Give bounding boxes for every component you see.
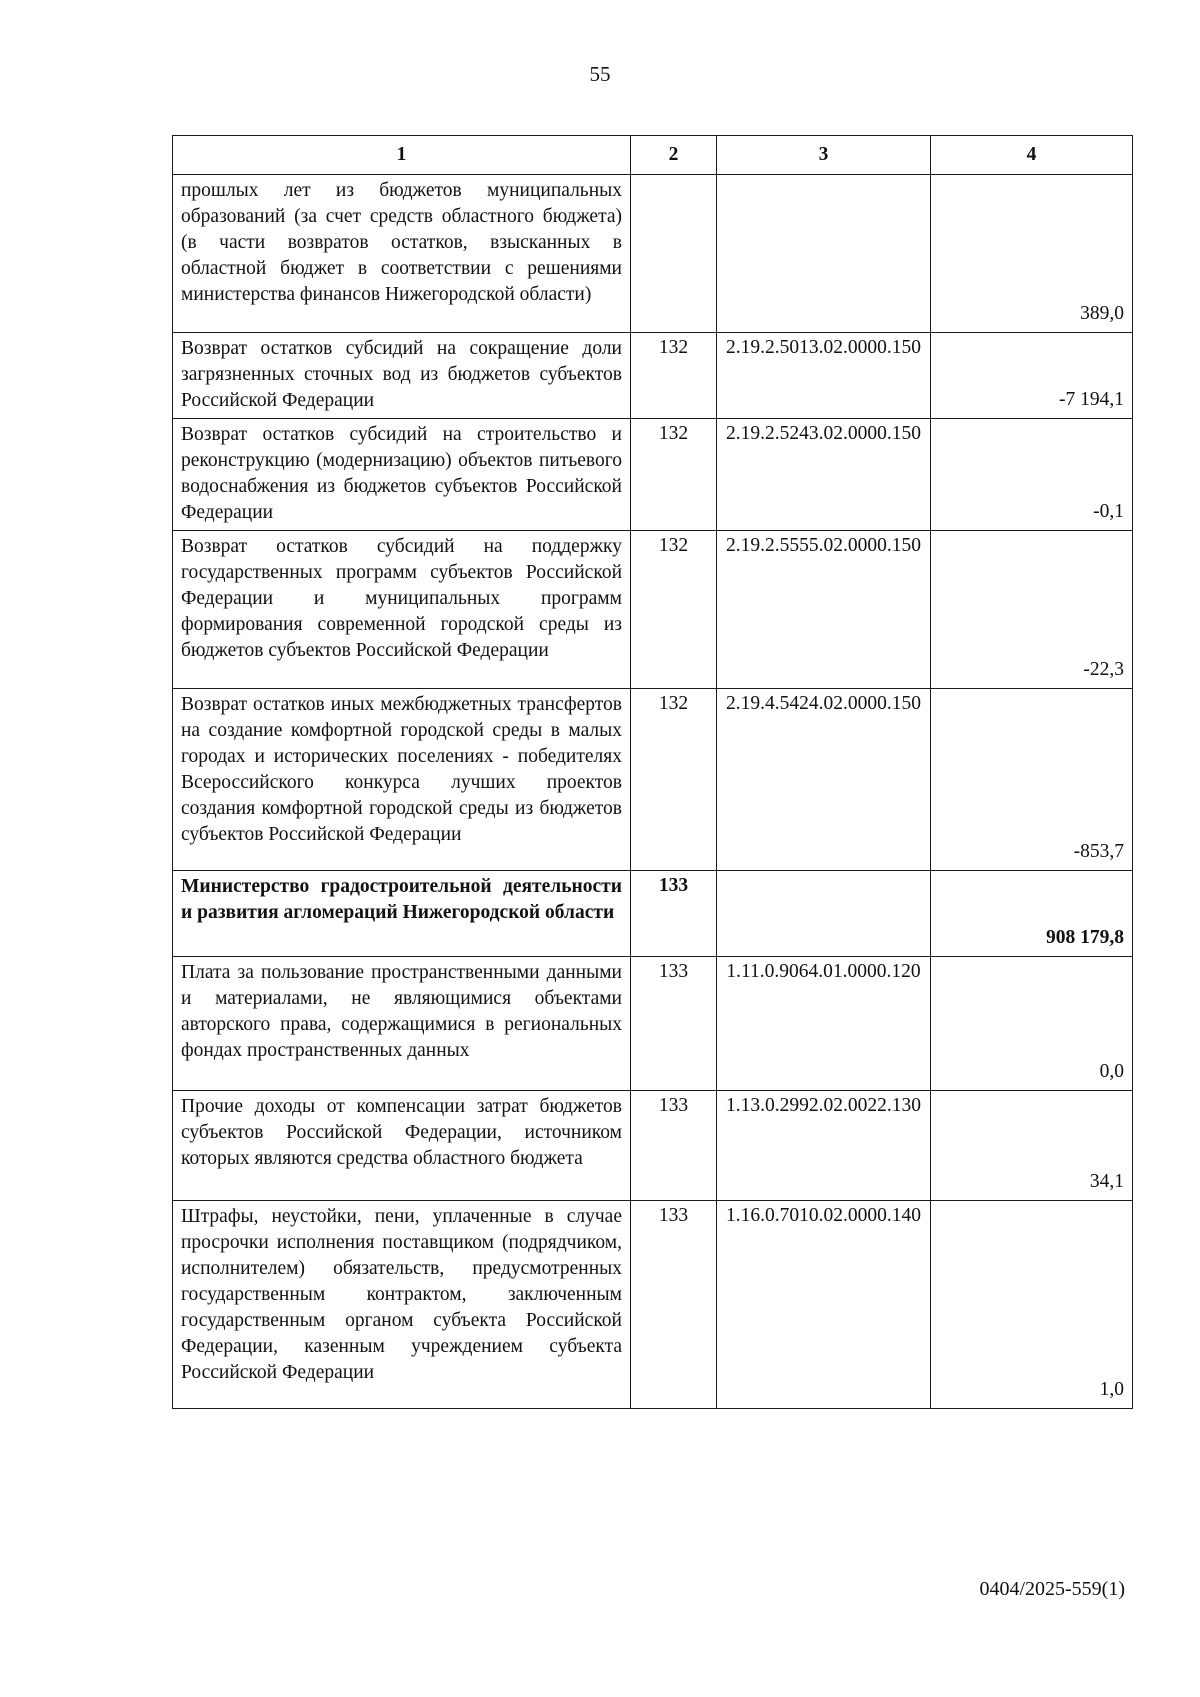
row-admin-code: 132 bbox=[631, 419, 717, 531]
row-kbk-code bbox=[717, 175, 931, 333]
row-kbk-code: 1.16.0.7010.02.0000.140 bbox=[717, 1201, 931, 1409]
row-description: Прочие доходы от компенсации затрат бюджетов субъектов Российской Федерации, источником которых являются средства областного бюджета bbox=[173, 1091, 631, 1201]
header-row bbox=[173, 136, 1133, 175]
row-admin-code: 132 bbox=[631, 689, 717, 871]
row-description: Штрафы, неустойки, пени, уплаченные в случае просрочки исполнения поставщиком (подрядчиком, исполнителем) обязательств, предусмотренных государственным контрактом, заключенным государственным органом субъекта Российской Федерации, казенным учреждением субъекта Российской Федерации bbox=[173, 1201, 631, 1409]
page-number: 55 bbox=[589, 62, 611, 86]
row-admin-code: 132 bbox=[631, 333, 717, 419]
header-col-1: 1 bbox=[173, 136, 631, 175]
header-col-4: 4 bbox=[931, 136, 1133, 175]
row-amount: -853,7 bbox=[931, 689, 1133, 871]
row-amount: -0,1 bbox=[931, 419, 1133, 531]
row-admin-code: 133 bbox=[631, 957, 717, 1091]
table-row bbox=[173, 871, 1133, 957]
row-amount: 908 179,8 bbox=[931, 871, 1133, 957]
row-description: Плата за пользование пространственными данными и материалами, не являющимися объектами авторского права, содержащимися в региональных фондах пространственных данных bbox=[173, 957, 631, 1091]
row-kbk-code: 2.19.2.5555.02.0000.150 bbox=[717, 531, 931, 689]
header-col-2: 2 bbox=[631, 136, 717, 175]
budget-table bbox=[172, 135, 1133, 1409]
row-kbk-code: 2.19.4.5424.02.0000.150 bbox=[717, 689, 931, 871]
table-row bbox=[173, 1091, 1133, 1201]
row-amount: 0,0 bbox=[931, 957, 1133, 1091]
row-description: Возврат остатков субсидий на строительство и реконструкцию (модернизацию) объектов питьевого водоснабжения из бюджетов субъектов Российской Федерации bbox=[173, 419, 631, 531]
header-col-3: 3 bbox=[717, 136, 931, 175]
row-amount: -7 194,1 bbox=[931, 333, 1133, 419]
table-row bbox=[173, 419, 1133, 531]
document-id: 0404/2025-559(1) bbox=[979, 1578, 1125, 1600]
row-amount: 34,1 bbox=[931, 1091, 1133, 1201]
row-amount: 1,0 bbox=[931, 1201, 1133, 1409]
row-admin-code bbox=[631, 175, 717, 333]
row-kbk-code: 2.19.2.5243.02.0000.150 bbox=[717, 419, 931, 531]
row-kbk-code: 2.19.2.5013.02.0000.150 bbox=[717, 333, 931, 419]
row-description: Возврат остатков субсидий на сокращение доли загрязненных сточных вод из бюджетов субъектов Российской Федерации bbox=[173, 333, 631, 419]
row-admin-code: 133 bbox=[631, 1091, 717, 1201]
table-row bbox=[173, 689, 1133, 871]
row-amount: 389,0 bbox=[931, 175, 1133, 333]
row-kbk-code: 1.13.0.2992.02.0022.130 bbox=[717, 1091, 931, 1201]
row-kbk-code: 1.11.0.9064.01.0000.120 bbox=[717, 957, 931, 1091]
row-description: прошлых лет из бюджетов муниципальных образований (за счет средств областного бюджета) (в части возвратов остатков, взысканных в областной бюджет в соответствии с решениями министерства финансов Нижегородской области) bbox=[173, 175, 631, 333]
row-kbk-code bbox=[717, 871, 931, 957]
table-row bbox=[173, 531, 1133, 689]
row-amount: -22,3 bbox=[931, 531, 1133, 689]
table-row bbox=[173, 1201, 1133, 1409]
row-admin-code: 132 bbox=[631, 531, 717, 689]
row-description: Возврат остатков иных межбюджетных трансфертов на создание комфортной городской среды в малых городах и исторических поселениях - победителях Всероссийского конкурса лучших проектов создания комфортной городской среды из бюджетов субъектов Российской Федерации bbox=[173, 689, 631, 871]
row-admin-code: 133 bbox=[631, 871, 717, 957]
row-admin-code: 133 bbox=[631, 1201, 717, 1409]
row-description: Возврат остатков субсидий на поддержку государственных программ субъектов Российской Федерации и муниципальных программ формирования современной городской среды из бюджетов субъектов Российской Федерации bbox=[173, 531, 631, 689]
row-description: Министерство градостроительной деятельности и развития агломераций Нижегородской области bbox=[173, 871, 631, 957]
table-row bbox=[173, 175, 1133, 333]
table-row bbox=[173, 957, 1133, 1091]
table-row bbox=[173, 333, 1133, 419]
